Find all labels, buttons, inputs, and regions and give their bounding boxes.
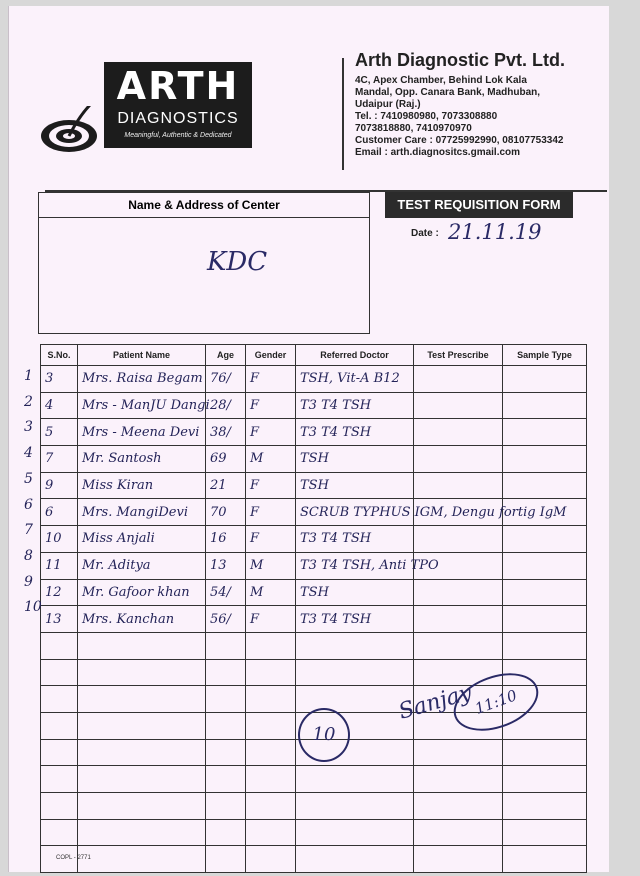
cell-sample-type — [503, 846, 587, 873]
cell-sno: 5 — [41, 419, 78, 446]
cell-tests — [296, 659, 414, 686]
cell-test-prescribe — [414, 472, 503, 499]
address-line: Udaipur (Raj.) — [355, 99, 421, 110]
header-divider — [342, 58, 344, 170]
cell-gender — [246, 659, 296, 686]
target-icon — [39, 106, 109, 156]
cell-sno — [41, 632, 78, 659]
cell-age — [206, 659, 246, 686]
cell-tests: T3 T4 TSH — [296, 606, 414, 633]
cell-sno — [41, 686, 78, 713]
logo-title: ARTH — [116, 64, 240, 108]
cell-test-prescribe — [414, 392, 503, 419]
time-note: 11:10 — [446, 663, 546, 742]
cell-gender: F — [246, 606, 296, 633]
cell-sample-type — [503, 392, 587, 419]
cell-test-prescribe — [414, 526, 503, 553]
cell-tests — [296, 632, 414, 659]
cell-sno — [41, 793, 78, 820]
cell-sample-type — [503, 819, 587, 846]
cell-age — [206, 686, 246, 713]
cell-sno: 7 — [41, 446, 78, 473]
cell-test-prescribe — [414, 793, 503, 820]
telephone-line: Tel. : 7410980980, 7073308880 — [355, 111, 498, 122]
cell-tests: TSH, Vit-A B12 — [296, 366, 414, 393]
date-value: 21.11.19 — [448, 220, 542, 244]
cell-patient-name: Mr. Santosh — [78, 446, 206, 473]
row-number: 5 — [24, 470, 33, 487]
table-row — [41, 793, 587, 820]
cell-sample-type — [503, 366, 587, 393]
cell-gender — [246, 846, 296, 873]
cell-sno: 4 — [41, 392, 78, 419]
telephone-line: 7073818880, 7410970970 — [355, 123, 472, 134]
cell-gender: F — [246, 419, 296, 446]
cell-tests: TSH — [296, 579, 414, 606]
cell-gender: M — [246, 446, 296, 473]
cell-age: 69 — [206, 446, 246, 473]
cell-test-prescribe — [414, 766, 503, 793]
table-row — [41, 632, 587, 659]
cell-gender: F — [246, 392, 296, 419]
cell-gender: F — [246, 366, 296, 393]
cell-test-prescribe — [414, 366, 503, 393]
cell-tests: TSH — [296, 472, 414, 499]
cell-tests: T3 T4 TSH — [296, 392, 414, 419]
row-number: 1 — [24, 368, 33, 384]
cell-age — [206, 819, 246, 846]
cell-test-prescribe — [414, 446, 503, 473]
cell-sno: 6 — [41, 499, 78, 526]
cell-sample-type — [503, 793, 587, 820]
cell-age — [206, 632, 246, 659]
cell-sample-type — [503, 419, 587, 446]
cell-patient-name — [78, 659, 206, 686]
cell-sno: 3 — [41, 366, 78, 393]
date-label: Date : — [411, 228, 439, 239]
cell-sno — [41, 766, 78, 793]
cell-age — [206, 739, 246, 766]
cell-sno — [41, 739, 78, 766]
table-row — [41, 846, 587, 873]
cell-patient-name — [78, 819, 206, 846]
logo-badge — [104, 62, 252, 148]
table-row — [41, 819, 587, 846]
header-sno: S.No. — [41, 345, 78, 366]
cell-gender — [246, 712, 296, 739]
cell-tests — [296, 686, 414, 713]
center-heading: Name & Address of Center — [39, 193, 369, 218]
company-info — [355, 50, 615, 159]
cell-sno: 11 — [41, 552, 78, 579]
cell-tests: T3 T4 TSH — [296, 419, 414, 446]
cell-sample-type — [503, 446, 587, 473]
cell-patient-name — [78, 739, 206, 766]
signature: Sanjay — [396, 680, 475, 725]
table-row — [41, 446, 587, 473]
cell-sno — [41, 712, 78, 739]
cell-patient-name — [78, 766, 206, 793]
cell-sno: 10 — [41, 526, 78, 553]
address-line: 4C, Apex Chamber, Behind Lok Kala — [355, 75, 527, 86]
cell-patient-name — [78, 632, 206, 659]
sample-count: 10 — [298, 708, 350, 762]
cell-test-prescribe — [414, 739, 503, 766]
cell-tests — [296, 819, 414, 846]
cell-patient-name: Mrs. MangiDevi — [78, 499, 206, 526]
cell-age: 28/ — [206, 392, 246, 419]
table-row — [41, 579, 587, 606]
cell-sno: 12 — [41, 579, 78, 606]
row-number: 6 — [24, 496, 33, 513]
cell-age — [206, 766, 246, 793]
cell-age — [206, 846, 246, 873]
table-row — [41, 606, 587, 633]
cell-age: 56/ — [206, 606, 246, 633]
cell-patient-name — [78, 712, 206, 739]
cell-patient-name: Mrs - ManJU Dangi — [78, 392, 206, 419]
cell-sample-type — [503, 472, 587, 499]
cell-test-prescribe — [414, 846, 503, 873]
logo-subtitle: DIAGNOSTICS — [117, 110, 239, 127]
cell-age: 38/ — [206, 419, 246, 446]
address-line: Mandal, Opp. Canara Bank, Madhuban, — [355, 87, 541, 98]
table-header-row — [41, 345, 587, 366]
header-age: Age — [206, 345, 246, 366]
cell-gender — [246, 686, 296, 713]
cell-patient-name: Miss Anjali — [78, 526, 206, 553]
table-row — [41, 552, 587, 579]
table-row — [41, 472, 587, 499]
row-number: 3 — [24, 419, 33, 436]
cell-age: 70 — [206, 499, 246, 526]
cell-patient-name — [78, 846, 206, 873]
table-row — [41, 766, 587, 793]
customer-care-line: Customer Care : 07725992990, 08107753342 — [355, 135, 564, 146]
cell-test-prescribe — [414, 606, 503, 633]
cell-gender — [246, 793, 296, 820]
cell-test-prescribe — [414, 419, 503, 446]
cell-sno: 13 — [41, 606, 78, 633]
cell-patient-name: Mr. Aditya — [78, 552, 206, 579]
email-line: Email : arth.diagnositcs.gmail.com — [355, 147, 521, 158]
cell-sample-type — [503, 606, 587, 633]
cell-patient-name: Mr. Gafoor khan — [78, 579, 206, 606]
cell-test-prescribe — [414, 632, 503, 659]
cell-sample-type — [503, 739, 587, 766]
cell-tests — [296, 846, 414, 873]
table-row — [41, 366, 587, 393]
center-value: KDC — [207, 247, 268, 277]
cell-gender: F — [246, 526, 296, 553]
header-referred-doctor: Referred Doctor — [296, 345, 414, 366]
row-number: 7 — [24, 522, 33, 539]
cell-sample-type — [503, 526, 587, 553]
cell-age: 76/ — [206, 366, 246, 393]
cell-tests — [296, 766, 414, 793]
header-test-prescribe: Test Prescribe — [414, 345, 503, 366]
cell-patient-name: Mrs - Meena Devi — [78, 419, 206, 446]
cell-age: 16 — [206, 526, 246, 553]
cell-sno — [41, 659, 78, 686]
row-number: 4 — [24, 445, 33, 462]
row-number: 8 — [24, 547, 33, 564]
cell-tests: TSH — [296, 446, 414, 473]
cell-tests: SCRUB TYPHUS IGM, Dengu fortig IgM — [296, 499, 414, 526]
cell-sno: 9 — [41, 472, 78, 499]
cell-patient-name: Miss Kiran — [78, 472, 206, 499]
cell-patient-name — [78, 686, 206, 713]
header-patient-name: Patient Name — [78, 345, 206, 366]
cell-sample-type — [503, 766, 587, 793]
cell-gender — [246, 632, 296, 659]
cell-age: 13 — [206, 552, 246, 579]
cell-age: 54/ — [206, 579, 246, 606]
cell-gender: F — [246, 499, 296, 526]
table-row — [41, 526, 587, 553]
header-gender: Gender — [246, 345, 296, 366]
form-title: TEST REQUISITION FORM — [385, 192, 573, 218]
company-name: Arth Diagnostic Pvt. Ltd. — [355, 50, 566, 70]
cell-tests — [296, 793, 414, 820]
center-box — [38, 192, 370, 334]
cell-sample-type — [503, 552, 587, 579]
cell-sample-type — [503, 632, 587, 659]
logo-tagline: Meaningful, Authentic & Dedicated — [124, 132, 232, 139]
cell-age — [206, 793, 246, 820]
cell-gender: F — [246, 472, 296, 499]
cell-gender — [246, 766, 296, 793]
cell-tests: T3 T4 TSH, Anti TPO — [296, 552, 414, 579]
table-row — [41, 499, 587, 526]
cell-gender — [246, 739, 296, 766]
table-row — [41, 392, 587, 419]
cell-age — [206, 712, 246, 739]
cell-age: 21 — [206, 472, 246, 499]
cell-sample-type — [503, 579, 587, 606]
cell-patient-name: Mrs. Kanchan — [78, 606, 206, 633]
row-number: 10 — [24, 599, 42, 616]
cell-test-prescribe — [414, 579, 503, 606]
table-row — [41, 419, 587, 446]
cell-gender: M — [246, 579, 296, 606]
header-sample-type: Sample Type — [503, 345, 587, 366]
cell-patient-name — [78, 793, 206, 820]
cell-patient-name: Mrs. Raisa Begam — [78, 366, 206, 393]
row-number: 9 — [24, 573, 33, 590]
cell-test-prescribe — [414, 819, 503, 846]
cell-gender — [246, 819, 296, 846]
footer-code: COPL - 2771 — [56, 855, 91, 861]
cell-gender: M — [246, 552, 296, 579]
requisition-table — [40, 344, 587, 873]
cell-sno — [41, 819, 78, 846]
cell-tests: T3 T4 TSH — [296, 526, 414, 553]
company-logo — [39, 62, 254, 152]
row-number: 2 — [24, 393, 33, 410]
